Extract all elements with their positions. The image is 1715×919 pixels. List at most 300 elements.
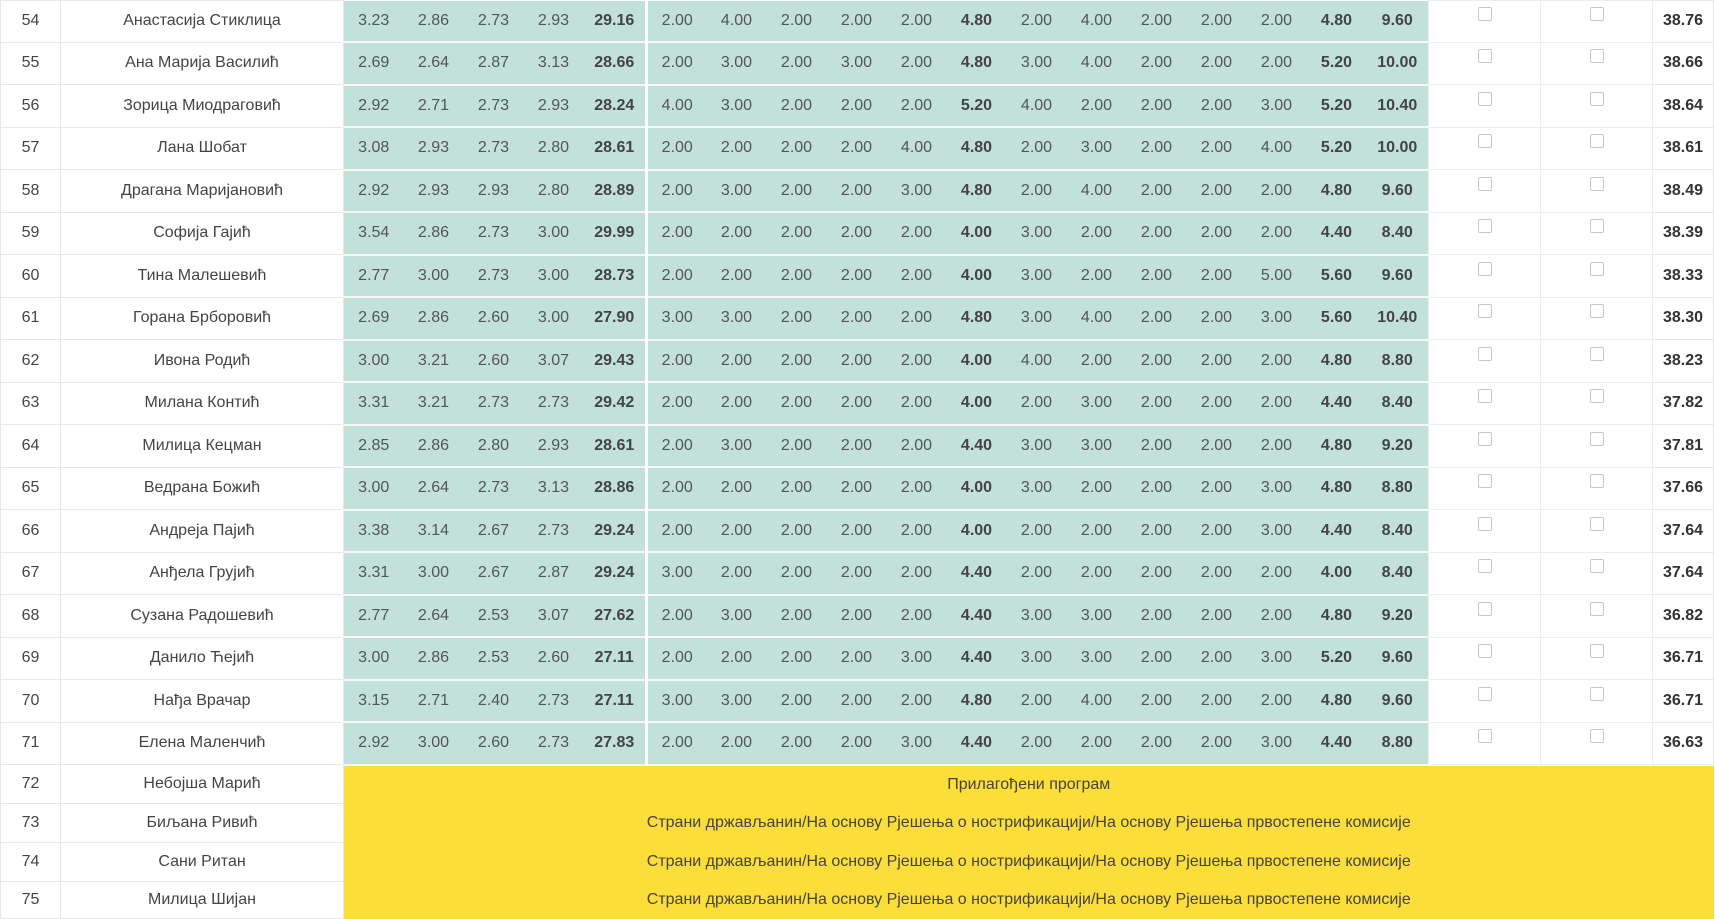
grade-cell: 2.00 [647, 170, 707, 213]
grade-cell: 2.00 [1187, 170, 1247, 213]
grade-cell: 2.00 [1127, 425, 1187, 468]
grade-cell: 2.00 [707, 722, 767, 765]
grade-cell: 3.00 [1007, 595, 1067, 638]
grade-cell: 2.87 [464, 42, 524, 85]
sum-score-cell: 29.16 [584, 1, 647, 43]
sum-score-cell: 28.61 [584, 425, 647, 468]
grade-cell: 4.00 [887, 127, 947, 170]
grade-cell: 2.73 [524, 510, 584, 553]
checkbox[interactable] [1590, 389, 1604, 403]
grade-cell: 2.00 [767, 722, 827, 765]
grade-cell: 2.00 [1187, 297, 1247, 340]
grade-cell: 2.00 [767, 467, 827, 510]
subtotal-cell: 4.80 [1307, 340, 1367, 383]
grade-cell: 2.40 [464, 680, 524, 723]
checkbox-cell [1541, 552, 1653, 595]
grade-cell: 2.00 [767, 510, 827, 553]
grade-cell: 3.00 [404, 552, 464, 595]
grade-cell: 3.00 [647, 680, 707, 723]
grade-cell: 2.00 [1247, 212, 1307, 255]
grade-cell: 2.00 [827, 212, 887, 255]
grade-cell: 3.00 [707, 170, 767, 213]
subtotal-cell: 4.80 [947, 1, 1007, 43]
grade-cell: 2.00 [887, 212, 947, 255]
rank-cell: 54 [1, 1, 61, 43]
points-cell: 9.60 [1367, 680, 1429, 723]
grade-cell: 4.00 [1247, 127, 1307, 170]
points-cell: 9.60 [1367, 255, 1429, 298]
grade-cell: 2.00 [707, 510, 767, 553]
table-row [1, 467, 1714, 510]
grade-cell: 2.00 [1187, 212, 1247, 255]
grade-cell: 4.00 [1067, 680, 1127, 723]
checkbox-cell [1541, 85, 1653, 128]
grade-cell: 2.85 [344, 425, 404, 468]
checkbox-cell [1429, 595, 1541, 638]
checkbox[interactable] [1478, 474, 1492, 488]
checkbox[interactable] [1590, 92, 1604, 106]
name-cell: Небојша Марић [61, 765, 344, 804]
checkbox[interactable] [1590, 219, 1604, 233]
checkbox[interactable] [1590, 49, 1604, 63]
note-cell: Страни држављанин/На основу Рјешења о нострификацији/На основу Рјешења првостепене комисије [344, 804, 1714, 843]
name-cell: Драгана Маријановић [61, 170, 344, 213]
subtotal-cell: 5.60 [1307, 297, 1367, 340]
grade-cell: 2.00 [1187, 85, 1247, 128]
grade-cell: 2.00 [647, 255, 707, 298]
grade-cell: 2.00 [707, 552, 767, 595]
grade-cell: 2.67 [464, 510, 524, 553]
subtotal-cell: 4.40 [1307, 212, 1367, 255]
table-row [1, 804, 1714, 843]
name-cell: Сани Ритан [61, 843, 344, 882]
rank-cell: 73 [1, 804, 61, 843]
grade-cell: 2.00 [1187, 510, 1247, 553]
name-cell: Лана Шобат [61, 127, 344, 170]
grade-cell: 3.00 [707, 42, 767, 85]
grade-cell: 2.00 [1127, 510, 1187, 553]
grade-cell: 3.08 [344, 127, 404, 170]
name-cell: Ана Марија Василић [61, 42, 344, 85]
table-row [1, 722, 1714, 765]
subtotal-cell: 4.40 [947, 722, 1007, 765]
grade-cell: 2.73 [524, 680, 584, 723]
table-row [1, 42, 1714, 85]
grade-cell: 3.21 [404, 382, 464, 425]
rank-cell: 56 [1, 85, 61, 128]
grade-cell: 2.00 [887, 85, 947, 128]
checkbox-cell [1541, 255, 1653, 298]
grade-cell: 2.93 [524, 425, 584, 468]
grade-cell: 2.00 [1187, 680, 1247, 723]
grade-cell: 2.00 [1247, 595, 1307, 638]
subtotal-cell: 4.80 [947, 297, 1007, 340]
grade-cell: 3.00 [1007, 255, 1067, 298]
grade-cell: 2.00 [1007, 1, 1067, 43]
grade-cell: 2.00 [887, 425, 947, 468]
checkbox-cell [1429, 42, 1541, 85]
grade-cell: 3.00 [344, 467, 404, 510]
grade-cell: 3.31 [344, 552, 404, 595]
grade-cell: 2.00 [1127, 127, 1187, 170]
grade-cell: 3.07 [524, 595, 584, 638]
grade-cell: 2.67 [464, 552, 524, 595]
checkbox[interactable] [1478, 219, 1492, 233]
name-cell: Нађа Врачар [61, 680, 344, 723]
grade-cell: 2.00 [647, 127, 707, 170]
grade-cell: 2.00 [1007, 382, 1067, 425]
grade-cell: 2.00 [827, 170, 887, 213]
subtotal-cell: 4.00 [1307, 552, 1367, 595]
checkbox-cell [1429, 255, 1541, 298]
grade-cell: 2.00 [1187, 255, 1247, 298]
checkbox-cell [1429, 425, 1541, 468]
sum-score-cell: 27.90 [584, 297, 647, 340]
grade-cell: 3.00 [1067, 595, 1127, 638]
grade-cell: 2.00 [827, 510, 887, 553]
grade-cell: 2.93 [464, 170, 524, 213]
subtotal-cell: 4.00 [947, 212, 1007, 255]
checkbox[interactable] [1590, 644, 1604, 658]
checkbox-cell [1429, 637, 1541, 680]
subtotal-cell: 4.00 [947, 382, 1007, 425]
grade-cell: 2.00 [827, 595, 887, 638]
checkbox[interactable] [1478, 177, 1492, 191]
grade-cell: 2.00 [1187, 552, 1247, 595]
grade-cell: 2.00 [647, 637, 707, 680]
points-cell: 9.60 [1367, 637, 1429, 680]
grade-cell: 2.00 [827, 255, 887, 298]
rank-cell: 65 [1, 467, 61, 510]
table-row [1, 552, 1714, 595]
checkbox-cell [1541, 680, 1653, 723]
table-row [1, 680, 1714, 723]
points-cell: 8.40 [1367, 382, 1429, 425]
grade-cell: 2.00 [1187, 340, 1247, 383]
grade-cell: 3.38 [344, 510, 404, 553]
grade-cell: 2.00 [827, 382, 887, 425]
sum-score-cell: 27.83 [584, 722, 647, 765]
grade-cell: 2.00 [887, 255, 947, 298]
name-cell: Данило Ћејић [61, 637, 344, 680]
grade-cell: 2.00 [767, 637, 827, 680]
rank-cell: 70 [1, 680, 61, 723]
sum-score-cell: 28.86 [584, 467, 647, 510]
checkbox[interactable] [1590, 517, 1604, 531]
grade-cell: 3.00 [707, 680, 767, 723]
checkbox[interactable] [1590, 7, 1604, 21]
name-cell: Анђела Грујић [61, 552, 344, 595]
grade-cell: 2.73 [464, 382, 524, 425]
grade-cell: 3.21 [404, 340, 464, 383]
rank-cell: 71 [1, 722, 61, 765]
grade-cell: 2.00 [1187, 595, 1247, 638]
grade-cell: 2.77 [344, 595, 404, 638]
grade-cell: 2.00 [1067, 552, 1127, 595]
total-score-cell: 38.66 [1653, 42, 1714, 85]
rank-cell: 67 [1, 552, 61, 595]
grade-cell: 2.00 [1187, 382, 1247, 425]
grade-cell: 2.00 [1127, 467, 1187, 510]
grade-cell: 2.73 [464, 127, 524, 170]
grade-cell: 2.53 [464, 637, 524, 680]
sum-score-cell: 29.24 [584, 510, 647, 553]
grade-cell: 3.00 [707, 297, 767, 340]
rank-cell: 74 [1, 843, 61, 882]
grade-cell: 2.87 [524, 552, 584, 595]
checkbox[interactable] [1590, 687, 1604, 701]
name-cell: Ведрана Божић [61, 467, 344, 510]
grade-cell: 2.93 [524, 1, 584, 43]
grade-cell: 3.00 [827, 42, 887, 85]
grade-cell: 2.00 [827, 637, 887, 680]
total-score-cell: 37.82 [1653, 382, 1714, 425]
table-row [1, 340, 1714, 383]
sum-score-cell: 27.11 [584, 680, 647, 723]
subtotal-cell: 4.40 [1307, 722, 1367, 765]
grade-cell: 2.00 [1247, 170, 1307, 213]
checkbox-cell [1429, 297, 1541, 340]
grade-cell: 2.00 [647, 510, 707, 553]
grade-cell: 2.00 [647, 722, 707, 765]
grade-cell: 2.86 [404, 212, 464, 255]
checkbox[interactable] [1590, 347, 1604, 361]
grade-cell: 2.00 [1127, 1, 1187, 43]
rank-cell: 75 [1, 882, 61, 919]
grade-cell: 2.00 [647, 382, 707, 425]
grade-cell: 2.00 [1127, 680, 1187, 723]
grade-cell: 2.00 [887, 340, 947, 383]
subtotal-cell: 5.20 [1307, 85, 1367, 128]
grade-cell: 5.00 [1247, 255, 1307, 298]
grade-cell: 2.86 [404, 425, 464, 468]
checkbox[interactable] [1478, 687, 1492, 701]
grade-cell: 3.14 [404, 510, 464, 553]
grade-cell: 3.00 [1247, 722, 1307, 765]
checkbox-cell [1541, 42, 1653, 85]
checkbox[interactable] [1478, 7, 1492, 21]
total-score-cell: 38.23 [1653, 340, 1714, 383]
checkbox[interactable] [1478, 92, 1492, 106]
grade-cell: 2.00 [827, 680, 887, 723]
rank-cell: 64 [1, 425, 61, 468]
grade-cell: 2.00 [1067, 255, 1127, 298]
points-cell: 9.60 [1367, 170, 1429, 213]
checkbox[interactable] [1478, 517, 1492, 531]
checkbox[interactable] [1478, 304, 1492, 318]
checkbox-cell [1541, 595, 1653, 638]
checkbox[interactable] [1590, 432, 1604, 446]
checkbox-cell [1541, 170, 1653, 213]
grade-cell: 2.73 [524, 382, 584, 425]
checkbox[interactable] [1590, 134, 1604, 148]
grade-cell: 2.00 [827, 552, 887, 595]
grade-cell: 2.00 [767, 1, 827, 43]
grade-cell: 2.00 [1127, 722, 1187, 765]
grade-cell: 2.00 [1127, 595, 1187, 638]
grade-cell: 2.00 [1127, 552, 1187, 595]
checkbox[interactable] [1590, 177, 1604, 191]
subtotal-cell: 4.40 [947, 637, 1007, 680]
grade-cell: 2.00 [887, 680, 947, 723]
subtotal-cell: 4.80 [947, 127, 1007, 170]
total-score-cell: 36.82 [1653, 595, 1714, 638]
checkbox[interactable] [1590, 474, 1604, 488]
grade-cell: 3.00 [647, 297, 707, 340]
grade-cell: 2.00 [1187, 722, 1247, 765]
name-cell: Милана Контић [61, 382, 344, 425]
grade-cell: 2.00 [1247, 680, 1307, 723]
grade-cell: 2.00 [767, 170, 827, 213]
rank-cell: 62 [1, 340, 61, 383]
grade-cell: 2.00 [767, 552, 827, 595]
table-row [1, 765, 1714, 804]
checkbox-cell [1429, 510, 1541, 553]
grade-cell: 3.00 [1247, 637, 1307, 680]
checkbox-cell [1429, 722, 1541, 765]
checkbox[interactable] [1478, 389, 1492, 403]
grade-cell: 2.60 [464, 340, 524, 383]
checkbox[interactable] [1478, 559, 1492, 573]
grade-cell: 2.00 [767, 297, 827, 340]
rank-cell: 61 [1, 297, 61, 340]
grade-cell: 2.80 [524, 127, 584, 170]
grade-cell: 2.71 [404, 85, 464, 128]
grade-cell: 2.60 [524, 637, 584, 680]
checkbox-cell [1541, 467, 1653, 510]
rank-cell: 59 [1, 212, 61, 255]
grade-cell: 3.00 [404, 255, 464, 298]
name-cell: Елена Маленчић [61, 722, 344, 765]
grade-cell: 2.64 [404, 42, 464, 85]
points-cell: 10.40 [1367, 85, 1429, 128]
checkbox[interactable] [1478, 134, 1492, 148]
grade-cell: 3.00 [1007, 467, 1067, 510]
grade-cell: 2.00 [887, 42, 947, 85]
grade-cell: 4.00 [1007, 85, 1067, 128]
rank-cell: 58 [1, 170, 61, 213]
grade-cell: 2.00 [1007, 510, 1067, 553]
grade-cell: 2.00 [767, 425, 827, 468]
total-score-cell: 38.61 [1653, 127, 1714, 170]
checkbox[interactable] [1478, 729, 1492, 743]
checkbox[interactable] [1478, 602, 1492, 616]
grade-cell: 2.00 [1007, 722, 1067, 765]
grade-cell: 2.00 [707, 382, 767, 425]
rank-cell: 55 [1, 42, 61, 85]
checkbox-cell [1541, 212, 1653, 255]
checkbox-cell [1429, 552, 1541, 595]
table-row [1, 882, 1714, 919]
results-table-body [1, 1, 1714, 919]
grade-cell: 2.00 [887, 382, 947, 425]
name-cell: Милица Кецман [61, 425, 344, 468]
table-row [1, 510, 1714, 553]
grade-cell: 2.00 [647, 595, 707, 638]
checkbox-cell [1429, 85, 1541, 128]
total-score-cell: 37.64 [1653, 552, 1714, 595]
grade-cell: 2.00 [707, 467, 767, 510]
checkbox[interactable] [1590, 729, 1604, 743]
total-score-cell: 36.63 [1653, 722, 1714, 765]
grade-cell: 2.00 [1127, 637, 1187, 680]
name-cell: Ивона Родић [61, 340, 344, 383]
grade-cell: 3.00 [1007, 637, 1067, 680]
grade-cell: 2.00 [1067, 85, 1127, 128]
grade-cell: 2.00 [1007, 680, 1067, 723]
note-cell: Страни држављанин/На основу Рјешења о нострификацији/На основу Рјешења првостепене комисије [344, 882, 1714, 919]
grade-cell: 2.00 [887, 595, 947, 638]
checkbox-cell [1541, 722, 1653, 765]
checkbox[interactable] [1478, 432, 1492, 446]
checkbox[interactable] [1590, 262, 1604, 276]
checkbox[interactable] [1590, 602, 1604, 616]
grade-cell: 2.60 [464, 297, 524, 340]
checkbox-cell [1429, 340, 1541, 383]
grade-cell: 2.00 [887, 1, 947, 43]
points-cell: 9.20 [1367, 595, 1429, 638]
subtotal-cell: 4.80 [947, 170, 1007, 213]
checkbox[interactable] [1478, 262, 1492, 276]
name-cell: Биљана Ривић [61, 804, 344, 843]
checkbox-cell [1429, 680, 1541, 723]
grade-cell: 2.00 [1187, 42, 1247, 85]
grade-cell: 4.00 [707, 1, 767, 43]
grade-cell: 3.00 [1007, 212, 1067, 255]
grade-cell: 3.00 [1247, 467, 1307, 510]
subtotal-cell: 4.40 [1307, 382, 1367, 425]
sum-score-cell: 29.42 [584, 382, 647, 425]
grade-cell: 3.00 [647, 552, 707, 595]
grade-cell: 3.00 [707, 425, 767, 468]
grade-cell: 2.00 [1127, 170, 1187, 213]
checkbox[interactable] [1478, 347, 1492, 361]
grade-cell: 2.00 [1247, 340, 1307, 383]
grade-cell: 2.00 [1247, 382, 1307, 425]
grade-cell: 2.53 [464, 595, 524, 638]
grade-cell: 3.00 [524, 212, 584, 255]
rank-cell: 69 [1, 637, 61, 680]
points-cell: 8.40 [1367, 552, 1429, 595]
grade-cell: 2.00 [827, 425, 887, 468]
grade-cell: 3.00 [707, 595, 767, 638]
grade-cell: 2.60 [464, 722, 524, 765]
grade-cell: 2.00 [1067, 212, 1127, 255]
grade-cell: 2.00 [1247, 42, 1307, 85]
name-cell: Горана Брборовић [61, 297, 344, 340]
subtotal-cell: 4.80 [1307, 595, 1367, 638]
checkbox[interactable] [1590, 304, 1604, 318]
sum-score-cell: 28.61 [584, 127, 647, 170]
checkbox[interactable] [1590, 559, 1604, 573]
points-cell: 8.40 [1367, 510, 1429, 553]
sum-score-cell: 28.66 [584, 42, 647, 85]
name-cell: Тина Малешевић [61, 255, 344, 298]
subtotal-cell: 5.60 [1307, 255, 1367, 298]
grade-cell: 2.73 [464, 212, 524, 255]
grade-cell: 2.80 [464, 425, 524, 468]
subtotal-cell: 4.80 [947, 680, 1007, 723]
checkbox[interactable] [1478, 644, 1492, 658]
checkbox-cell [1541, 127, 1653, 170]
grade-cell: 2.00 [1007, 127, 1067, 170]
grade-cell: 2.00 [767, 42, 827, 85]
grade-cell: 2.00 [1067, 467, 1127, 510]
grade-cell: 2.00 [1067, 340, 1127, 383]
grade-cell: 2.86 [404, 637, 464, 680]
checkbox[interactable] [1478, 49, 1492, 63]
grade-cell: 2.00 [647, 212, 707, 255]
